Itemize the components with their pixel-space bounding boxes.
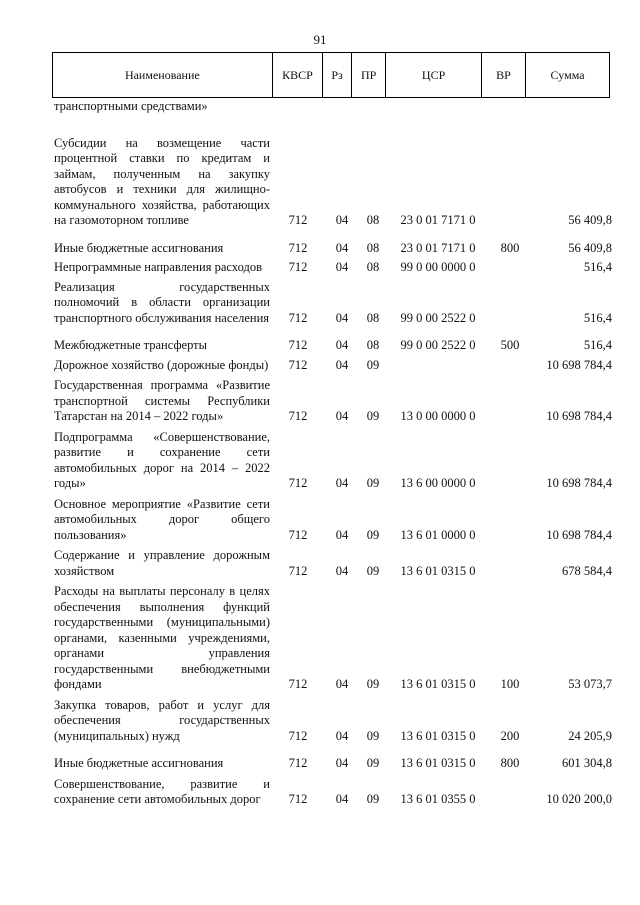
table-body <box>52 99 612 808</box>
row-csr: 99 0 00 2522 0 <box>400 338 476 352</box>
row-vr: 800 <box>500 756 520 770</box>
row-kvsr: 712 <box>288 728 308 743</box>
row-csr: 23 0 01 7171 0 <box>400 213 476 227</box>
row-name: Межбюджетные трансферты <box>54 338 208 352</box>
row-pr: 09 <box>366 357 380 372</box>
row-pr: 08 <box>366 310 380 325</box>
table-row <box>52 280 612 327</box>
row-sum: 516,4 <box>583 310 612 325</box>
row-kvsr: 712 <box>288 476 308 490</box>
row-csr: 13 6 01 0315 0 <box>400 677 476 691</box>
row-pr: 08 <box>366 260 380 274</box>
row-kvsr: 712 <box>288 357 308 372</box>
table-row <box>52 260 612 276</box>
row-name: Государственная программа «Развитие транспортной системы Республики Татарстан на 2014 – 2022 годы» <box>54 378 270 423</box>
row-rz: 04 <box>335 260 349 274</box>
row-pr: 09 <box>366 409 380 423</box>
row-name: Непрограммные направления расходов <box>54 260 262 274</box>
row-csr: 13 0 00 0000 0 <box>400 409 476 423</box>
row-name: Подпрограмма «Совершенствование, развитие и сохранение сети автомобильных дорог на 2014 – 2022 годы» <box>54 429 270 490</box>
header-sum: Сумма <box>526 53 610 98</box>
table-row <box>52 378 612 425</box>
row-sum: 56 409,8 <box>568 213 612 227</box>
row-rz: 04 <box>335 338 349 352</box>
row-rz: 04 <box>335 677 349 691</box>
row-vr: 200 <box>500 728 520 743</box>
table-row <box>52 584 612 693</box>
row-name: транспортными средствами» <box>54 99 208 113</box>
row-rz: 04 <box>335 527 349 542</box>
row-csr: 99 0 00 0000 0 <box>400 260 476 274</box>
table-row <box>52 358 612 374</box>
row-vr: 100 <box>500 677 520 691</box>
row-csr: 13 6 01 0315 0 <box>400 728 476 743</box>
row-rz: 04 <box>335 476 349 490</box>
row-pr: 09 <box>366 527 380 542</box>
row-csr: 99 0 00 2522 0 <box>400 310 476 325</box>
table-row <box>52 241 612 257</box>
row-kvsr: 712 <box>288 260 308 274</box>
row-rz: 04 <box>335 756 349 770</box>
row-sum: 10 698 784,4 <box>546 409 612 423</box>
row-sum: 516,4 <box>583 338 612 352</box>
table-row <box>52 338 612 354</box>
row-pr: 08 <box>366 213 380 227</box>
header-vr: ВР <box>481 53 525 98</box>
row-name: Иные бюджетные ассигнования <box>54 240 224 255</box>
header-pr: ПР <box>351 53 386 98</box>
row-kvsr: 712 <box>288 756 308 770</box>
row-kvsr: 712 <box>288 409 308 423</box>
row-sum: 56 409,8 <box>568 240 612 255</box>
row-csr: 23 0 01 7171 0 <box>400 240 476 255</box>
row-name: Иные бюджетные ассигнования <box>54 756 224 770</box>
row-pr: 09 <box>366 563 380 578</box>
header-kvsr: КВСР <box>272 53 323 98</box>
row-sum: 601 304,8 <box>562 756 612 770</box>
row-kvsr: 712 <box>288 338 308 352</box>
table-row <box>52 430 612 492</box>
row-csr: 13 6 00 0000 0 <box>400 476 476 490</box>
row-pr: 09 <box>366 756 380 770</box>
row-pr: 08 <box>366 338 380 352</box>
row-kvsr: 712 <box>288 213 308 227</box>
table-header <box>52 52 610 98</box>
row-sum: 516,4 <box>583 260 612 274</box>
row-kvsr: 712 <box>288 527 308 542</box>
row-name: Закупка товаров, работ и услуг для обеспечения государственных (муниципальных) нужд <box>54 697 270 743</box>
row-name: Основное мероприятие «Развитие сети автомобильных дорог общего пользования» <box>54 496 270 542</box>
header-rz: Рз <box>323 53 352 98</box>
row-kvsr: 712 <box>288 310 308 325</box>
row-pr: 09 <box>366 476 380 490</box>
row-kvsr: 712 <box>288 792 308 806</box>
row-pr: 08 <box>366 240 380 255</box>
row-name: Совершенствование, развитие и сохранение сети автомобильных дорог <box>54 776 270 806</box>
row-pr: 09 <box>366 792 380 806</box>
row-rz: 04 <box>335 728 349 743</box>
row-rz: 04 <box>335 357 349 372</box>
row-sum: 678 584,4 <box>562 563 612 578</box>
row-name: Реализация государственных полномочий в области организации транспортного обслуживания населения <box>54 279 270 325</box>
row-pr: 09 <box>366 728 380 743</box>
row-rz: 04 <box>335 792 349 806</box>
row-csr: 13 6 01 0355 0 <box>400 792 476 806</box>
row-sum: 10 698 784,4 <box>546 476 612 490</box>
page-number: 91 <box>313 32 327 47</box>
row-rz: 04 <box>335 213 349 227</box>
table-row <box>52 548 612 579</box>
row-name: Содержание и управление дорожным хозяйством <box>54 548 270 578</box>
table-row <box>52 777 612 808</box>
row-sum: 10 698 784,4 <box>546 357 612 372</box>
row-rz: 04 <box>335 409 349 423</box>
table-row <box>52 698 612 745</box>
row-csr: 13 6 01 0000 0 <box>400 527 476 542</box>
header-name: Наименование <box>53 53 273 98</box>
row-name: Дорожное хозяйство (дорожные фонды) <box>54 357 269 372</box>
table-row <box>52 756 612 772</box>
table-row <box>52 136 612 229</box>
table-row <box>52 497 612 544</box>
table-row <box>52 99 612 115</box>
row-vr: 500 <box>500 338 520 352</box>
row-csr: 13 6 01 0315 0 <box>400 756 476 770</box>
row-sum: 53 073,7 <box>568 677 612 691</box>
row-name: Субсидии на возмещение части процентной ставки по кредитам и займам, полученным на закупку автобусов и техники для жилищно-коммунального хозяйства, работающих на газомоторном топливе <box>54 135 270 227</box>
row-name: Расходы на выплаты персоналу в целях обеспечения выполнения функций государственными (муниципальными) органами, казенными учреждениями, органами управления государственными внебюджетными фондами <box>54 584 270 691</box>
row-rz: 04 <box>335 310 349 325</box>
row-sum: 24 205,9 <box>568 728 612 743</box>
row-sum: 10 020 200,0 <box>546 792 612 806</box>
row-csr: 13 6 01 0315 0 <box>400 563 476 578</box>
row-vr: 800 <box>500 240 520 255</box>
row-rz: 04 <box>335 240 349 255</box>
row-kvsr: 712 <box>288 240 308 255</box>
header-csr: ЦСР <box>386 53 481 98</box>
row-sum: 10 698 784,4 <box>546 527 612 542</box>
row-pr: 09 <box>366 677 380 691</box>
row-rz: 04 <box>335 563 349 578</box>
row-kvsr: 712 <box>288 563 308 578</box>
row-kvsr: 712 <box>288 677 308 691</box>
